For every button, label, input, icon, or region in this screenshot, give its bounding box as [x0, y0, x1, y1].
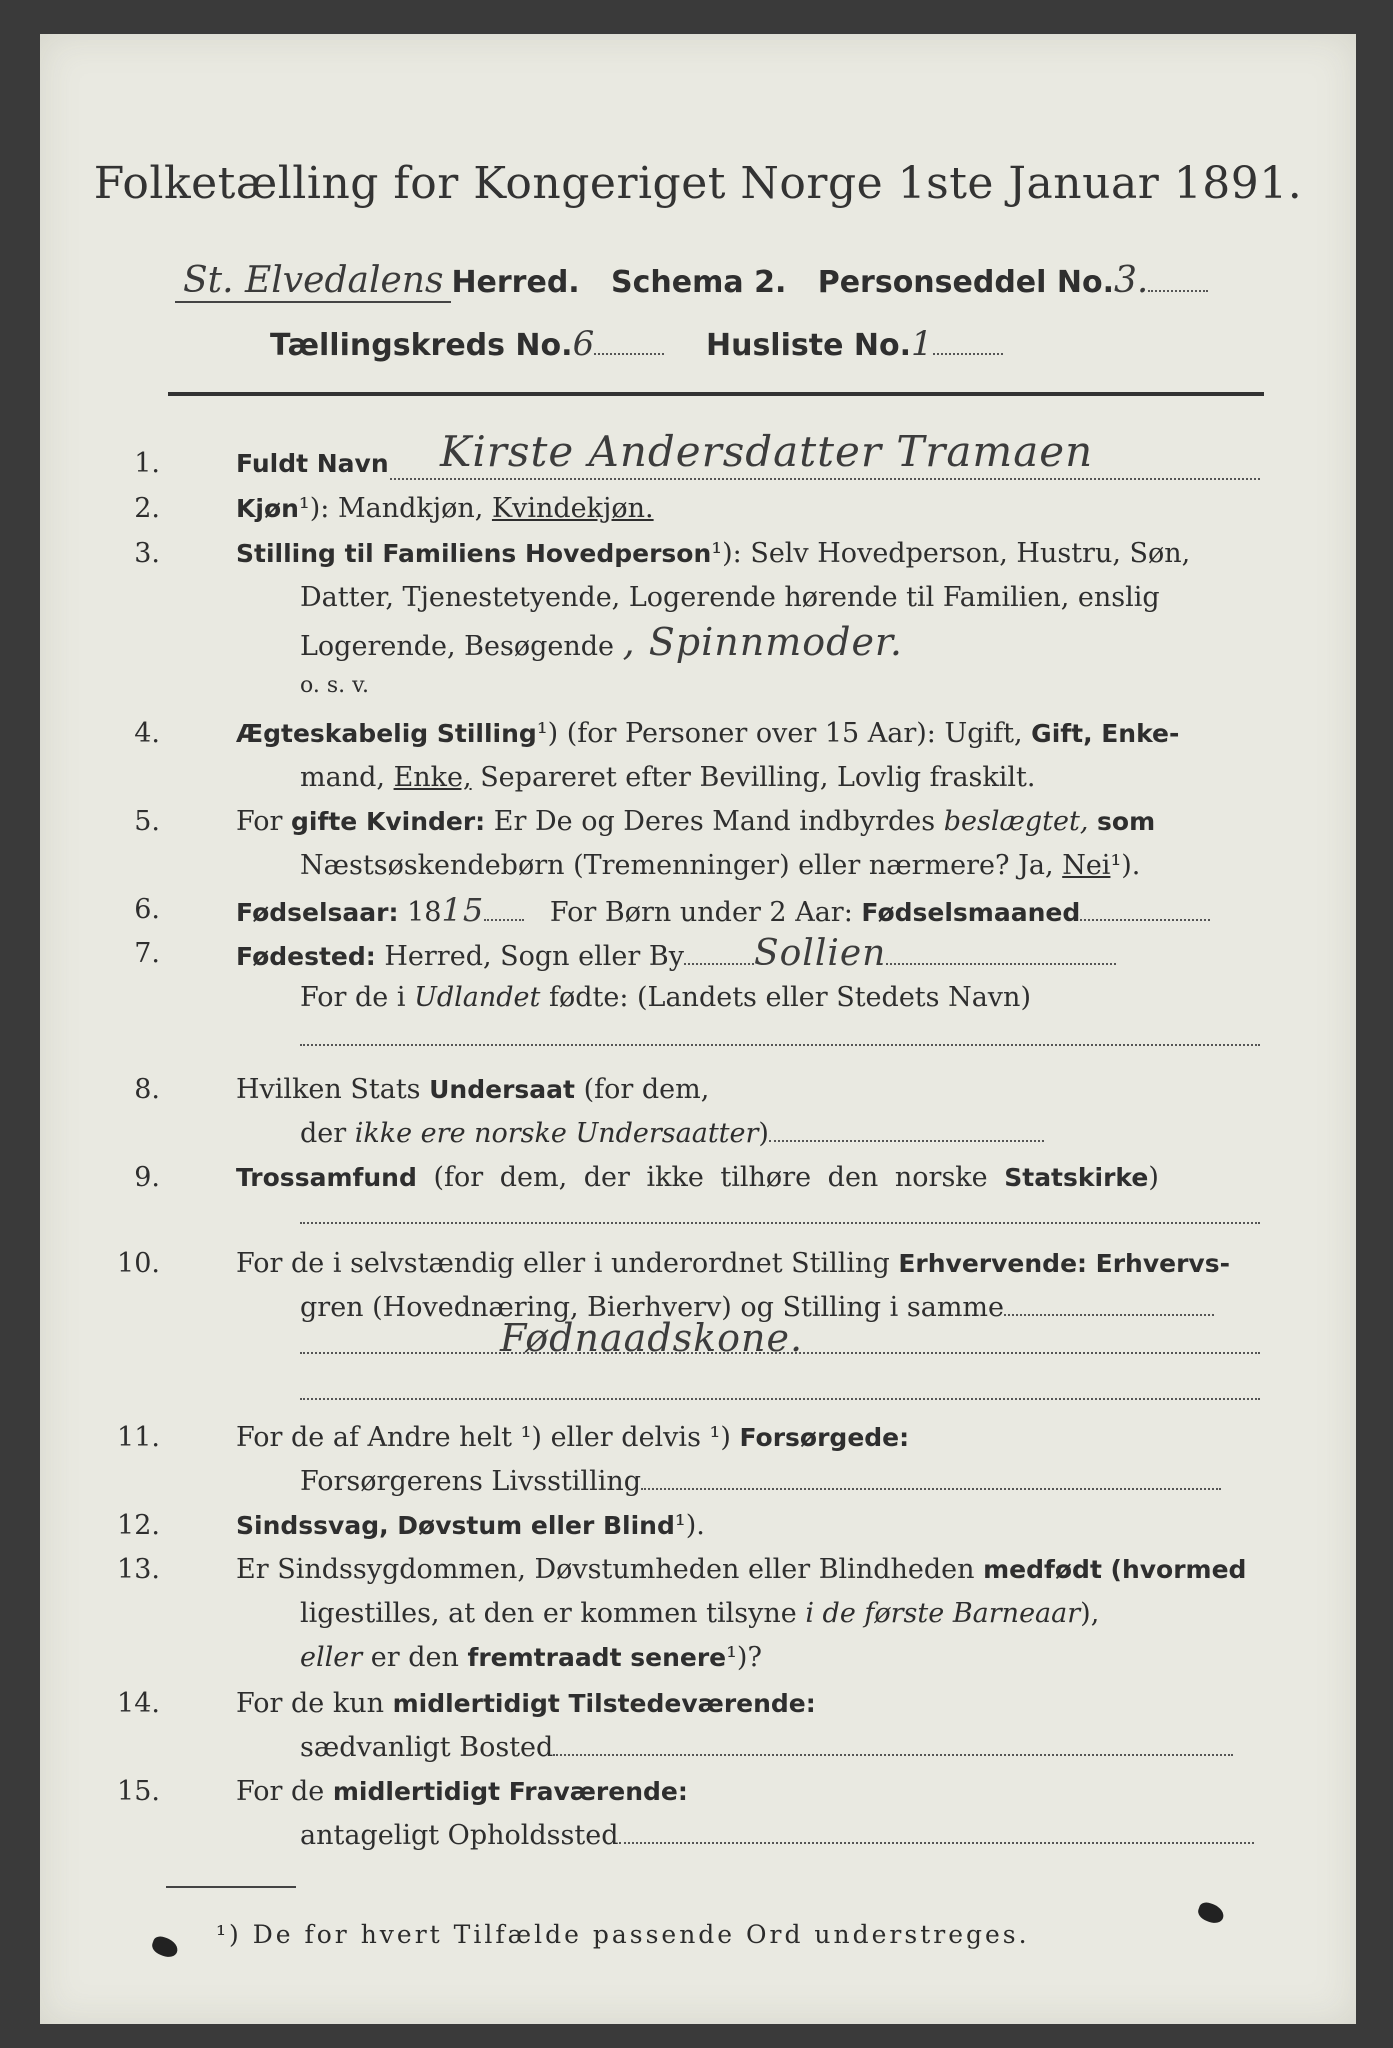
item-label: Undersaat [429, 1075, 575, 1104]
item-number: 1. [134, 448, 160, 479]
tellingskreds-label: Tællingskreds No. [270, 328, 573, 363]
item-text: ) [758, 1118, 769, 1149]
item-text: eller [300, 1642, 363, 1673]
item-label: Forsørgede: [739, 1423, 910, 1452]
item-label: (hvormed [1110, 1555, 1247, 1584]
item-text: ¹)? [726, 1642, 762, 1673]
item-text: eller delvis [550, 1422, 701, 1453]
stilling-answer: , Spinnmoder. [622, 620, 904, 664]
herred-label: Herred. [451, 265, 580, 300]
item-label: Fødselsaar: [236, 898, 399, 927]
item-text: ¹): Selv Hovedperson, Hustru, Søn, [711, 538, 1191, 569]
item-text: For Børn under 2 Aar: [549, 897, 853, 928]
item-label: gifte Kvinder: [291, 807, 486, 836]
item-text: Hvilken Stats [236, 1074, 421, 1105]
item-number: 4. [134, 718, 160, 749]
header-rule [168, 392, 1264, 396]
husliste-number: 1 [910, 324, 933, 364]
item-number: 15. [117, 1776, 160, 1807]
item-text: (for dem, [583, 1074, 710, 1105]
item-text: ), [1080, 1598, 1100, 1629]
item-label: Fuldt Navn [236, 449, 389, 478]
item-number: 13. [117, 1554, 160, 1585]
item-text: 18 [407, 897, 442, 928]
item-label: Erhvervs- [1095, 1249, 1230, 1278]
item-label: medfødt [983, 1555, 1102, 1584]
item-label: Sindssvag, Døvstum eller Blind [236, 1511, 675, 1540]
item-label: Kjøn [236, 494, 299, 523]
item-number: 6. [134, 894, 160, 925]
item-15-line-2 [300, 1816, 1254, 1856]
item-14-line-2 [300, 1728, 1233, 1768]
answer-line [300, 1222, 1260, 1224]
item-text: For de [236, 1776, 325, 1807]
item-text: For de kun [236, 1688, 384, 1719]
item-number: 2. [134, 493, 160, 524]
tellingskreds-row [270, 324, 1003, 364]
item-text: ¹). [1110, 850, 1141, 881]
item-text: fødte: (Landets eller Stedets Navn) [548, 982, 1031, 1013]
item-number: 9. [134, 1162, 160, 1193]
tellingskreds-number: 6 [572, 324, 595, 364]
item-label: Fødselsmaaned [861, 898, 1081, 927]
item-text: Næstsøskendebørn (Tremenninger) eller nærmere? Ja, [300, 850, 1054, 881]
item-number: 11. [117, 1422, 160, 1453]
occupation-answer: Fødnaadskone. [500, 1316, 804, 1360]
item-7-line-2 [300, 978, 1031, 1018]
personseddel-number: 3. [1114, 260, 1149, 301]
item-text: mand, [300, 762, 385, 793]
item-text: sædvanligt Bosted [300, 1732, 554, 1763]
item-number: 12. [117, 1510, 160, 1541]
footnote-rule [166, 1886, 296, 1888]
item-label: midlertidigt Tilstedeværende: [392, 1689, 816, 1718]
item-number: 3. [134, 538, 160, 569]
item-text: som [1097, 807, 1156, 836]
item-number: 5. [134, 806, 160, 837]
answer-line [300, 1352, 1260, 1354]
item-text: antageligt Opholdssted [300, 1820, 619, 1851]
item-13-line-3 [300, 1638, 762, 1678]
item-text: For [236, 806, 283, 837]
item-label: Erhvervende: [898, 1249, 1088, 1278]
item-text: ikke ere norske Undersaatter [354, 1118, 759, 1149]
item-text: For de i [300, 982, 406, 1013]
item-number: 7. [134, 938, 160, 969]
birthplace-answer: Sollien [753, 933, 887, 974]
item-text: Logerende, Besøgende [300, 631, 614, 662]
item-13-line-2 [300, 1594, 1099, 1634]
item-text: ¹) [520, 1422, 542, 1453]
item-5-line-2 [300, 846, 1140, 886]
item-label: fremtraadt senere [467, 1643, 727, 1672]
item-text: Er Sindssygdommen, Døvstumheden eller Blindheden [236, 1554, 975, 1585]
underlined-answer: Enke, [393, 762, 472, 793]
item-text: beslægtet, [943, 806, 1089, 837]
item-label: Fødested: [236, 942, 376, 971]
herred-row [175, 260, 1208, 301]
item-11-line-2 [300, 1462, 1221, 1502]
gift-option: Gift, [1031, 719, 1093, 748]
item-text: ¹) [709, 1422, 731, 1453]
item-label: Trossamfund [236, 1163, 417, 1192]
item-label: Ægteskabelig Stilling [236, 719, 537, 748]
item-text: gren (Hovednæring, Bierhverv) og Stilling i samme [300, 1292, 1005, 1323]
underlined-answer: Kvindekjøn. [491, 493, 654, 524]
enkemand-option: Enke- [1101, 719, 1180, 748]
birth-year-answer: 15 [441, 891, 485, 929]
item-text: ¹): Mandkjøn, [298, 493, 484, 524]
item-text: Separeret efter Bevilling, Lovlig fraskilt. [480, 762, 1036, 793]
schema-label: Schema 2. [611, 265, 787, 300]
item-4-line-2 [300, 758, 1035, 798]
item-text: Udlandet [414, 982, 541, 1013]
item-text: For de af Andre helt [236, 1422, 513, 1453]
item-text: (for dem, der ikke tilhøre den norske [433, 1162, 988, 1193]
item-label: Statskirke [1004, 1163, 1149, 1192]
item-text: der [300, 1118, 347, 1149]
item-text: Herred, Sogn eller By [384, 941, 684, 972]
item-text: Forsørgerens Livsstilling [300, 1466, 642, 1497]
item-number: 10. [117, 1248, 160, 1279]
form-title: Folketælling for Kongeriget Norge 1ste Januar 1891. [93, 158, 1303, 209]
underlined-answer: Nei [1062, 850, 1111, 881]
census-form-sheet [40, 34, 1356, 2024]
item-number: 14. [117, 1688, 160, 1719]
item-label: Stilling til Familiens Hovedperson [236, 539, 712, 568]
ink-blot [150, 1934, 181, 1960]
personseddel-label: Personseddel No. [817, 265, 1114, 300]
answer-line [300, 1398, 1260, 1400]
item-text: For de i selvstændig eller i underordnet Stilling [236, 1248, 890, 1279]
item-8-line-2 [300, 1114, 1044, 1154]
item-label: midlertidigt Fraværende: [332, 1777, 688, 1806]
item-number: 8. [134, 1074, 160, 1105]
answer-line [300, 1044, 1260, 1046]
item-text: ) [1148, 1162, 1159, 1193]
name-answer: Kirste Andersdatter Tramaen [440, 427, 1094, 476]
item-text: Er De og Deres Mand indbyrdes [493, 806, 936, 837]
item-3-line-3 [300, 622, 903, 667]
item-text: i de første Barneaar [805, 1598, 1081, 1629]
item-text: ¹). [674, 1510, 705, 1541]
item-3-line-2: Datter, Tjenestetyende, Logerende hørende til Familien, enslig [300, 582, 1160, 613]
footnote: ¹) De for hvert Tilfælde passende Ord understreges. [216, 1920, 1030, 1949]
item-3-line-4: o. s. v. [300, 673, 369, 698]
item-text: ligestilles, at den er kommen tilsyne [300, 1598, 797, 1629]
herred-handwritten: St. Elvedalens [175, 260, 451, 303]
ink-blot [1196, 1900, 1227, 1926]
item-text: er den [370, 1642, 459, 1673]
husliste-label: Husliste No. [705, 328, 911, 363]
item-text: ¹) (for Personer over 15 Aar): Ugift, [536, 718, 1023, 749]
